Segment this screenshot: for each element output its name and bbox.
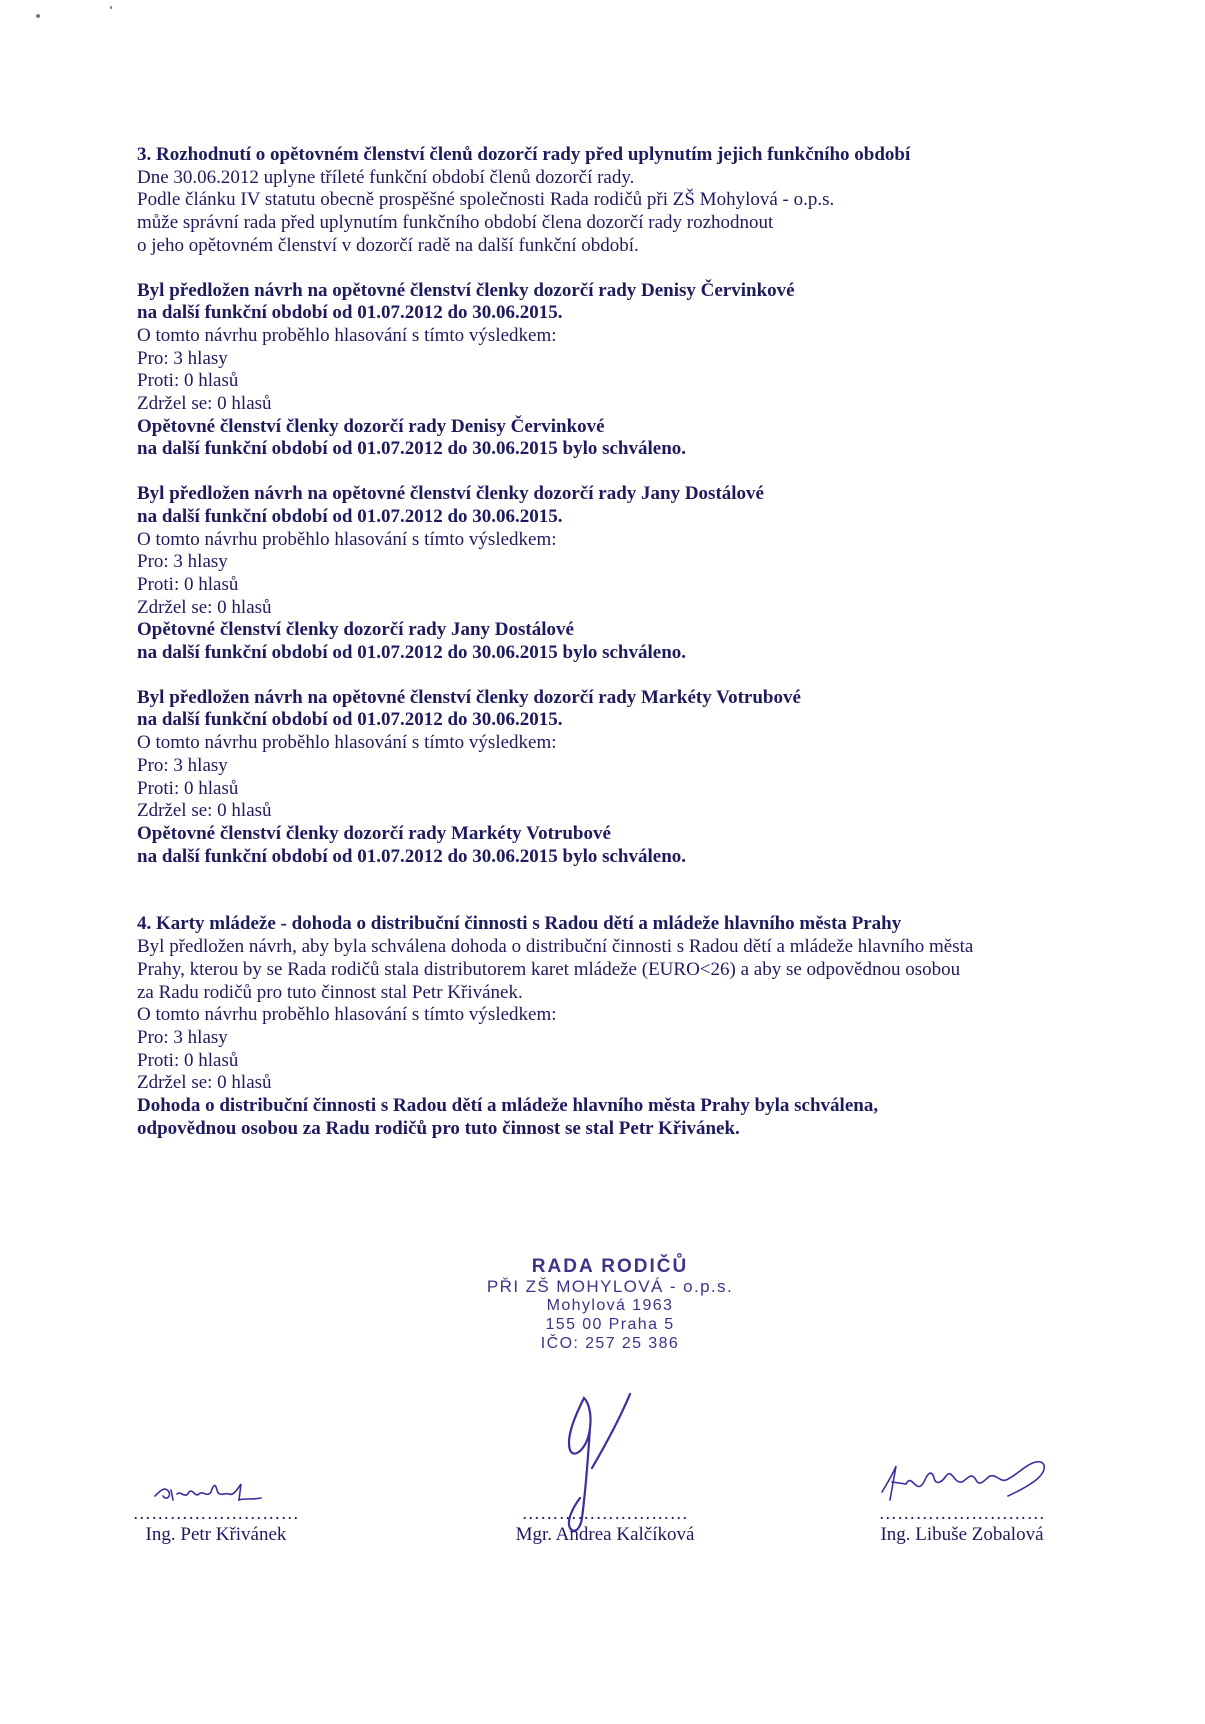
scan-speck xyxy=(110,6,112,9)
stamp-line: IČO: 257 25 386 xyxy=(540,1335,680,1352)
result-line: odpovědnou osobou za Radu rodičů pro tuto činnost se stal Petr Křivánek. xyxy=(137,1117,740,1139)
paragraph-line: Prahy, kterou by se Rada rodičů stala distributorem karet mládeže (EURO<26) a aby se odpovědnou osobou xyxy=(137,958,961,980)
handwritten-signature xyxy=(876,1452,1056,1512)
signatory-name: Ing. Libuše Zobalová xyxy=(880,1524,1044,1545)
vote-zdrzel: Zdržel se: 0 hlasů xyxy=(137,596,272,618)
section-4-heading: 4. Karty mládeže - dohoda o distribuční činnosti s Radou dětí a mládeže hlavního města Prahy xyxy=(137,913,902,935)
organization-stamp xyxy=(480,1256,740,1353)
section-3-heading: 3. Rozhodnutí o opětovném členství členů dozorčí rady před uplynutím jejich funkčního období xyxy=(137,144,911,165)
vote-zdrzel: Zdržel se: 0 hlasů xyxy=(137,800,272,822)
vote-block xyxy=(137,687,1117,869)
proposal-line: Byl předložen návrh na opětovné členství členky dozorčí rady Markéty Votrubové xyxy=(137,686,801,708)
stamp-line: Mohylová 1963 xyxy=(546,1297,674,1314)
vote-pro: Pro: 3 hlasy xyxy=(137,347,228,369)
proposal-line: Byl předložen návrh na opětovné členství členky dozorčí rady Jany Dostálové xyxy=(137,483,764,505)
signature-row xyxy=(0,1430,1205,1570)
proposal-line: Byl předložen návrh na opětovné členství členky dozorčí rady Denisy Červinkové xyxy=(137,279,795,301)
stamp-line: 155 00 Praha 5 xyxy=(545,1316,675,1333)
vote-proti: Proti: 0 hlasů xyxy=(137,370,239,392)
paragraph-line: může správní rada před uplynutím funkčního období člena dozorčí rady rozhodnout xyxy=(137,212,774,234)
vote-proti: Proti: 0 hlasů xyxy=(137,777,239,799)
signature-block-center xyxy=(490,1430,720,1548)
vote-block xyxy=(137,483,1117,665)
voting-line: O tomto návrhu proběhlo hlasování s tímto výsledkem: xyxy=(137,324,557,346)
result-line: Opětovné členství členky dozorčí rady Denisy Červinkové xyxy=(137,415,605,437)
vote-pro: Pro: 3 hlasy xyxy=(137,754,228,776)
vote-proti: Proti: 0 hlasů xyxy=(137,573,239,595)
result-line: na další funkční období od 01.07.2012 do 30.06.2015 bylo schváleno. xyxy=(137,438,687,460)
vote-block xyxy=(137,280,1117,462)
vote-pro: Pro: 3 hlasy xyxy=(137,551,228,573)
voting-line: O tomto návrhu proběhlo hlasování s tímto výsledkem: xyxy=(137,528,557,550)
paragraph-line: za Radu rodičů pro tuto činnost stal Petr Křivánek. xyxy=(137,981,523,1003)
paragraph-line: Byl předložen návrh, aby byla schválena dohoda o distribuční činnosti s Radou dětí a mládeže hlavního města xyxy=(137,936,974,958)
paragraph-line: Podle článku IV statutu obecně prospěšné společnosti Rada rodičů při ZŠ Mohylová - o.p.s. xyxy=(137,189,835,211)
vote-zdrzel: Zdržel se: 0 hlasů xyxy=(137,393,272,415)
result-line: Dohoda o distribuční činnosti s Radou dětí a mládeže hlavního města Prahy byla schválena, xyxy=(137,1095,879,1117)
paragraph-line: o jeho opětovném členství v dozorčí radě na další funkční období. xyxy=(137,234,639,256)
signature-line: ……………………… xyxy=(132,1503,300,1523)
stamp-line: PŘI ZŠ MOHYLOVÁ - o.p.s. xyxy=(486,1277,734,1296)
handwritten-signature xyxy=(151,1470,281,1510)
signature-line: ……………………… xyxy=(521,1503,689,1523)
handwritten-signature xyxy=(530,1388,660,1538)
scan-speck xyxy=(36,14,40,18)
result-line: na další funkční období od 01.07.2012 do 30.06.2015 bylo schváleno. xyxy=(137,642,687,664)
vote-pro: Pro: 3 hlasy xyxy=(137,1026,228,1048)
signature-line: ……………………… xyxy=(878,1503,1046,1523)
voting-line: O tomto návrhu proběhlo hlasování s tímto výsledkem: xyxy=(137,732,557,754)
signature-block-left xyxy=(131,1430,301,1548)
result-line: na další funkční období od 01.07.2012 do 30.06.2015 bylo schváleno. xyxy=(137,845,687,867)
stamp-title: RADA RODIČŮ xyxy=(531,1256,689,1277)
proposal-line: na další funkční období od 01.07.2012 do 30.06.2015. xyxy=(137,505,563,527)
result-line: Opětovné členství členky dozorčí rady Jany Dostálové xyxy=(137,619,574,641)
signatory-name: Ing. Petr Křivánek xyxy=(145,1524,287,1545)
voting-line: O tomto návrhu proběhlo hlasování s tímto výsledkem: xyxy=(137,1004,557,1026)
document-body xyxy=(137,144,1117,1140)
proposal-line: na další funkční období od 01.07.2012 do 30.06.2015. xyxy=(137,302,563,324)
paragraph-line: Dne 30.06.2012 uplyne tříleté funkční období členů dozorčí rady. xyxy=(137,166,635,188)
signature-block-right xyxy=(862,1430,1062,1548)
signatory-name: Mgr. Andrea Kalčíková xyxy=(515,1524,695,1545)
result-line: Opětovné členství členky dozorčí rady Markéty Votrubové xyxy=(137,822,611,844)
vote-zdrzel: Zdržel se: 0 hlasů xyxy=(137,1072,272,1094)
vote-proti: Proti: 0 hlasů xyxy=(137,1049,239,1071)
proposal-line: na další funkční období od 01.07.2012 do 30.06.2015. xyxy=(137,709,563,731)
